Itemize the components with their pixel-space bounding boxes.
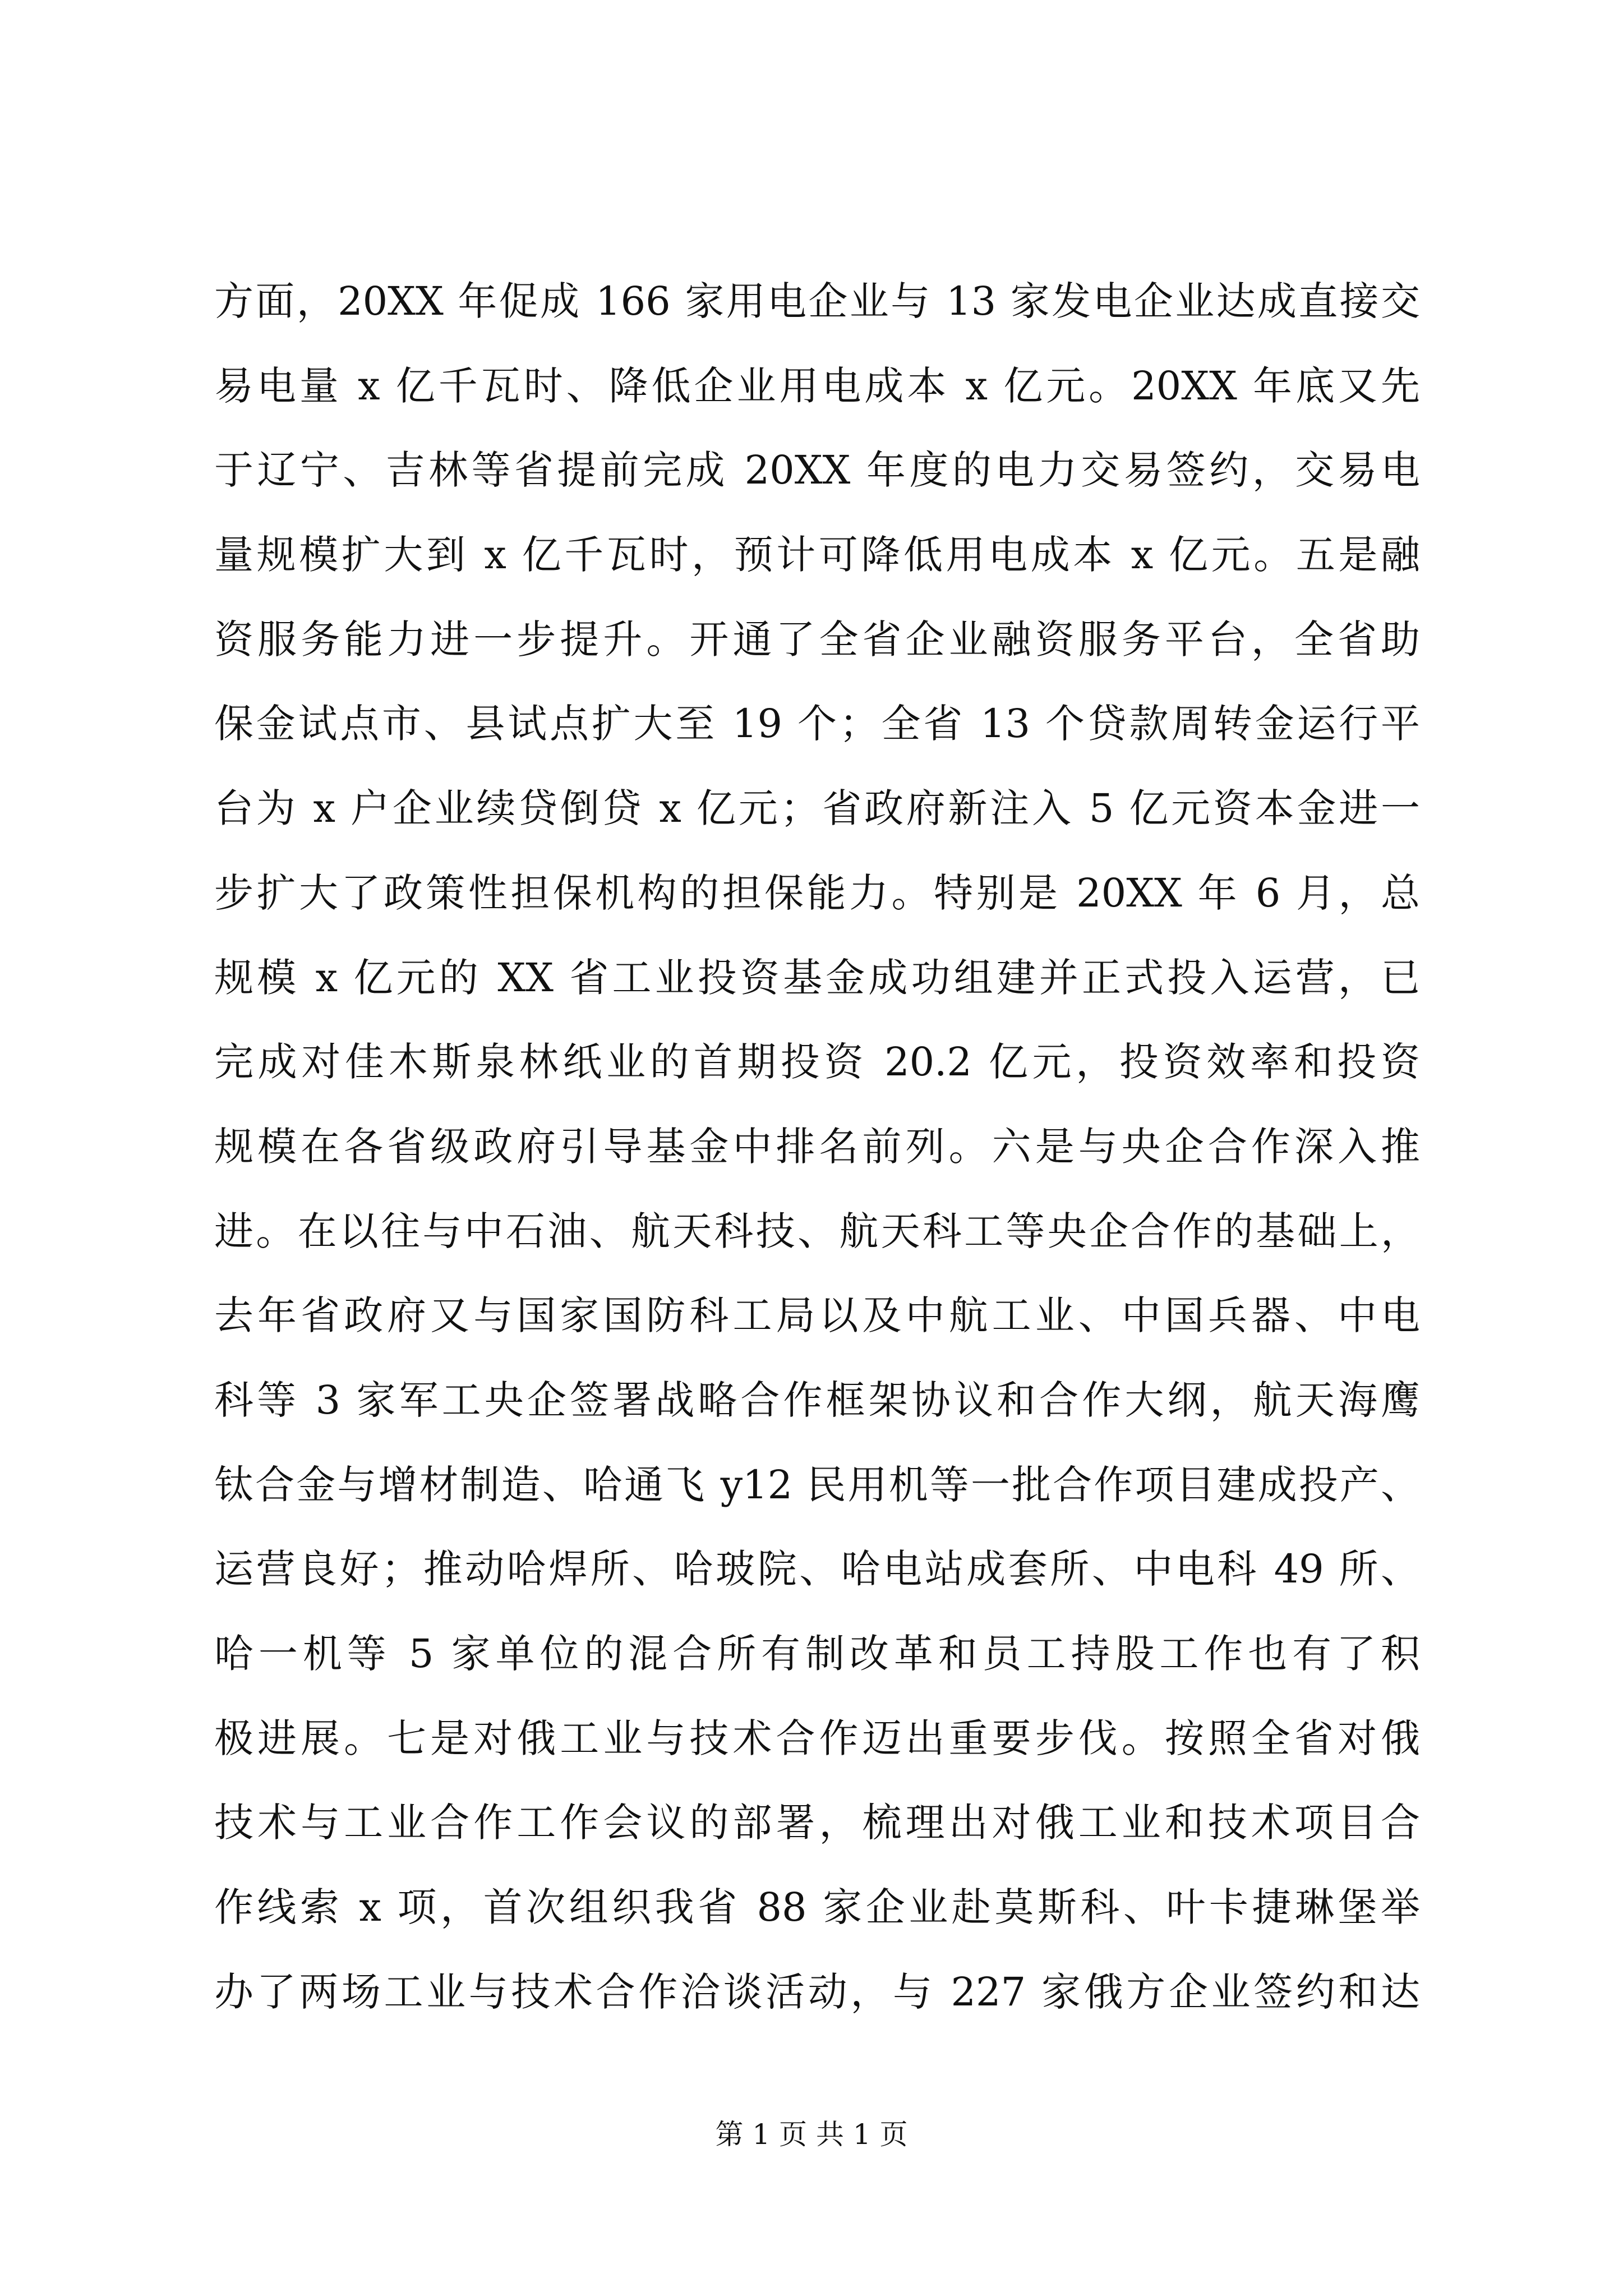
text-line: 去年省政府又与国家国防科工局以及中航工业、中国兵器、中电: [214, 1292, 1420, 1339]
text-line: 完成对佳木斯泉林纸业的首期投资 20.2 亿元，投资效率和投资: [214, 1039, 1420, 1085]
text-line: 规模 x 亿元的 XX 省工业投资基金成功组建并正式投入运营，已: [214, 954, 1420, 1001]
text-line: 进。在以往与中石油、航天科技、航天科工等央企合作的基础上，: [214, 1208, 1420, 1254]
text-line: 台为 x 户企业续贷倒贷 x 亿元；省政府新注入 5 亿元资本金进一: [214, 785, 1420, 832]
text-line: 易电量 x 亿千瓦时、降低企业用电成本 x 亿元。20XX 年底又先: [214, 362, 1420, 409]
text-line: 资服务能力进一步提升。开通了全省企业融资服务平台，全省助: [214, 616, 1420, 662]
text-line: 于辽宁、吉林等省提前完成 20XX 年度的电力交易签约，交易电: [214, 447, 1420, 494]
text-line: 哈一机等 5 家单位的混合所有制改革和员工持股工作也有了积: [214, 1631, 1420, 1677]
text-line: 科等 3 家军工央企签署战略合作框架协议和合作大纲，航天海鹰: [214, 1377, 1420, 1423]
text-line: 钛合金与增材制造、哈通飞 y12 民用机等一批合作项目建成投产、: [214, 1461, 1420, 1508]
text-line: 运营良好；推动哈焊所、哈玻院、哈电站成套所、中电科 49 所、: [214, 1546, 1420, 1593]
text-line: 规模在各省级政府引导基金中排名前列。六是与央企合作深入推: [214, 1123, 1420, 1170]
text-line: 办了两场工业与技术合作洽谈活动，与 227 家俄方企业签约和达: [214, 1968, 1420, 2015]
text-line: 步扩大了政策性担保机构的担保能力。特别是 20XX 年 6 月，总: [214, 869, 1420, 916]
text-line: 方面，20XX 年促成 166 家用电企业与 13 家发电企业达成直接交: [214, 278, 1420, 324]
page-number-label: 第 1 页 共 1 页: [715, 2118, 908, 2151]
text-line: 作线索 x 项，首次组织我省 88 家企业赴莫斯科、叶卡捷琳堡举: [214, 1884, 1420, 1931]
text-line: 量规模扩大到 x 亿千瓦时，预计可降低用电成本 x 亿元。五是融: [214, 532, 1420, 578]
body-text: [214, 259, 1420, 2034]
page-footer: [0, 2115, 1623, 2154]
text-line: 极进展。七是对俄工业与技术合作迈出重要步伐。按照全省对俄: [214, 1715, 1420, 1761]
text-line: 保金试点市、县试点扩大至 19 个；全省 13 个贷款周转金运行平: [214, 701, 1420, 747]
text-line: 技术与工业合作工作会议的部署，梳理出对俄工业和技术项目合: [214, 1800, 1420, 1846]
